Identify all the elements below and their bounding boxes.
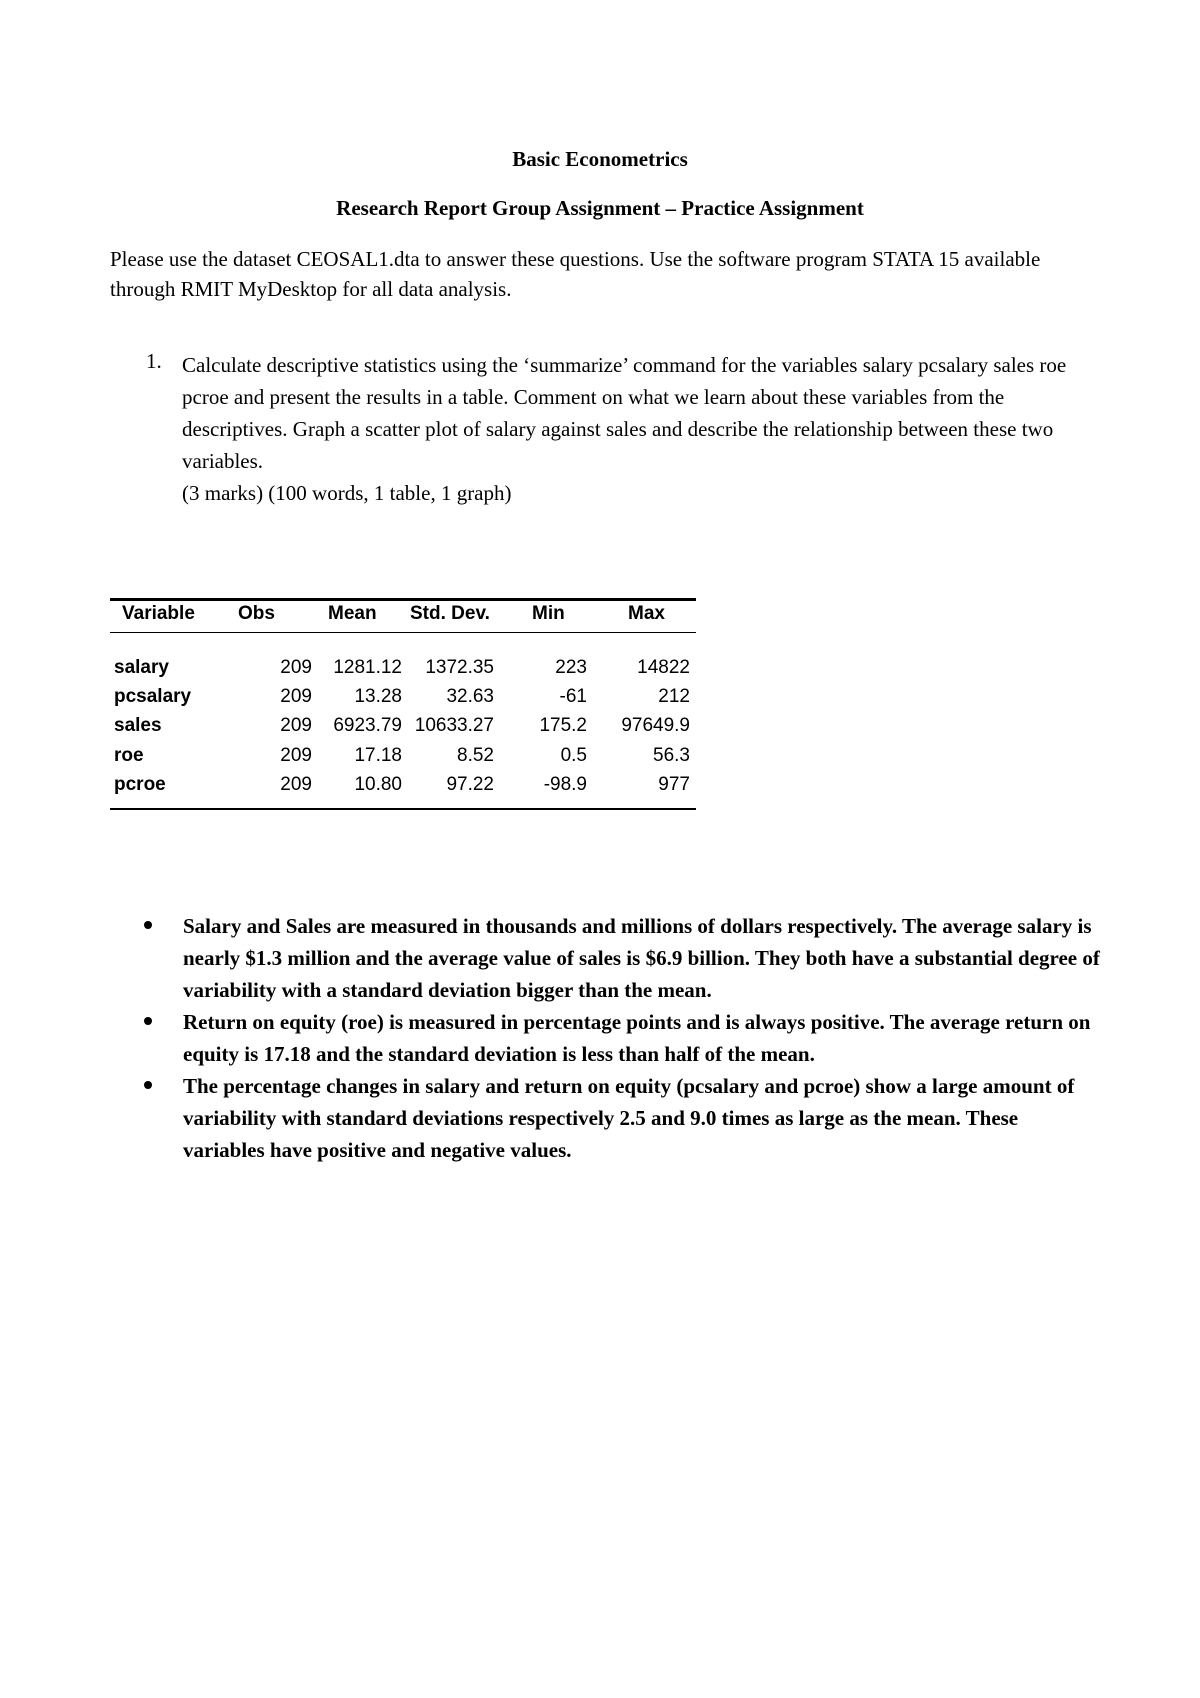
table-header-rule [110, 632, 696, 633]
bullet-icon [144, 921, 152, 929]
cell-max: 977 [658, 774, 690, 795]
list-item [140, 910, 1100, 1006]
cell-max: 14822 [637, 657, 690, 678]
cell-mean: 17.18 [354, 745, 402, 766]
cell-obs: 209 [280, 686, 312, 707]
header-mean: Mean [328, 603, 377, 624]
list-item [140, 1070, 1100, 1166]
header-obs: Obs [238, 603, 275, 624]
question-block [182, 349, 1102, 509]
row-label: salary [114, 657, 169, 678]
cell-std-dev: 8.52 [457, 745, 494, 766]
cell-obs: 209 [280, 715, 312, 736]
bullet-text: The percentage changes in salary and return on equity (pcsalary and pcroe) show a large amount of variability with standard deviations respectively 2.5 and 9.0 times as large as the mean. These variables have positive and negative values. [183, 1074, 1075, 1162]
cell-obs: 209 [280, 774, 312, 795]
comment-bullet-list [140, 910, 1100, 1166]
cell-min: 175.2 [539, 715, 587, 736]
summary-statistics-table [110, 598, 696, 810]
cell-mean: 1281.12 [333, 657, 402, 678]
cell-max: 56.3 [653, 745, 690, 766]
table-bottom-rule [110, 808, 696, 810]
header-std-dev: Std. Dev. [410, 603, 490, 624]
document-title: Basic Econometrics [512, 147, 688, 171]
question-number: 1. [146, 349, 162, 373]
table-top-rule [110, 598, 696, 601]
cell-min: -61 [559, 686, 587, 707]
cell-min: 223 [555, 657, 587, 678]
header-max: Max [628, 603, 665, 624]
cell-mean: 6923.79 [333, 715, 402, 736]
row-label: pcroe [114, 774, 166, 795]
bullet-icon [144, 1081, 152, 1089]
cell-mean: 10.80 [354, 774, 402, 795]
cell-max: 97649.9 [621, 715, 690, 736]
cell-mean: 13.28 [354, 686, 402, 707]
intro-paragraph: Please use the dataset CEOSAL1.dta to answer these questions. Use the software program STATA 15 available through RMIT MyDesktop for all data analysis. [110, 247, 1041, 301]
document-subtitle: Research Report Group Assignment – Practice Assignment [336, 196, 864, 220]
cell-min: 0.5 [560, 745, 587, 766]
row-label: pcsalary [114, 686, 192, 707]
cell-std-dev: 1372.35 [425, 657, 494, 678]
row-label: roe [114, 745, 144, 766]
cell-obs: 209 [280, 745, 312, 766]
question-text: Calculate descriptive statistics using the ‘summarize’ command for the variables salary pcsalary sales roe pcroe and present the results in a table. Comment on what we learn about these variables from the descriptives. Graph a scatter plot of salary against sales and describe the relationship between these two variables. [182, 353, 1067, 473]
row-label: sales [114, 715, 162, 736]
cell-std-dev: 97.22 [446, 774, 494, 795]
bullet-text: Return on equity (roe) is measured in percentage points and is always positive. The average return on equity is 17.18 and the standard deviation is less than half of the mean. [183, 1010, 1091, 1066]
list-item [140, 1006, 1100, 1070]
cell-std-dev: 32.63 [446, 686, 494, 707]
cell-obs: 209 [280, 657, 312, 678]
header-variable: Variable [122, 603, 195, 624]
question-marks: (3 marks) (100 words, 1 table, 1 graph) [182, 481, 512, 505]
bullet-icon [144, 1017, 152, 1025]
cell-min: -98.9 [543, 774, 587, 795]
bullet-text: Salary and Sales are measured in thousands and millions of dollars respectively. The average salary is nearly $1.3 million and the average value of sales is $6.9 billion. They both have a substantial degree of variability with a standard deviation bigger than the mean. [183, 914, 1100, 1002]
cell-max: 212 [658, 686, 690, 707]
cell-std-dev: 10633.27 [414, 715, 494, 736]
header-min: Min [532, 603, 565, 624]
